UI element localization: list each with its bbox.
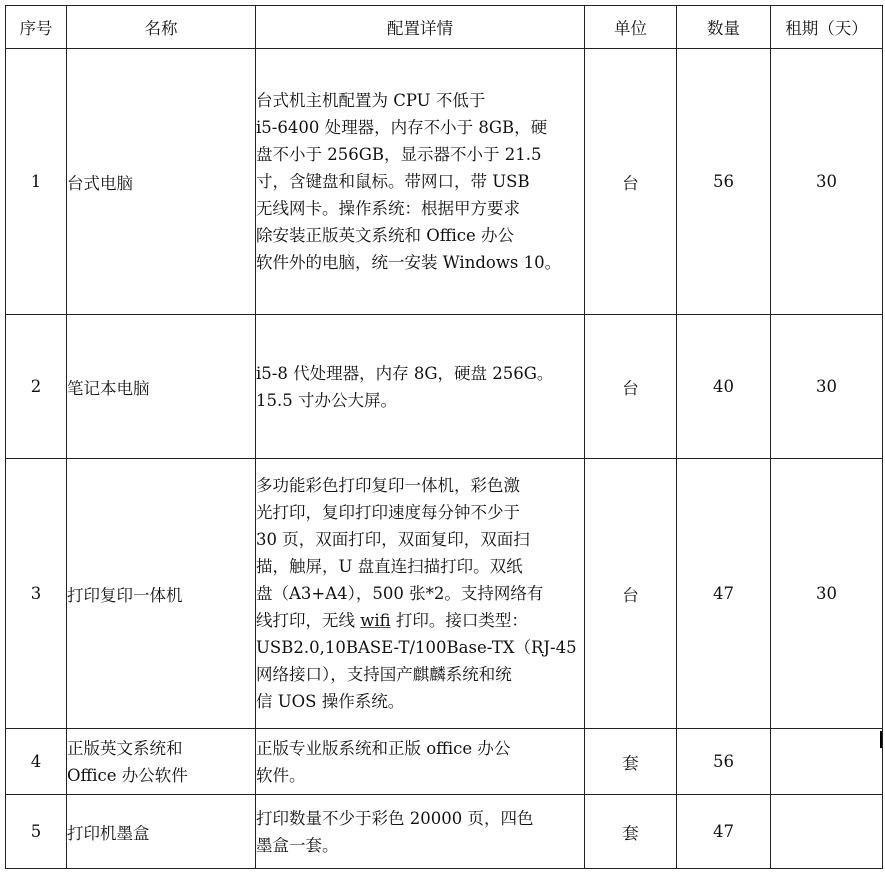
header-detail: 配置详情 (256, 6, 585, 49)
row-qty: 47 (677, 795, 771, 869)
row-unit: 台 (585, 315, 677, 459)
row-qty: 56 (677, 729, 771, 795)
row-name (67, 729, 256, 795)
table-row (6, 729, 883, 795)
row-period: 30 (771, 459, 883, 729)
table-row (6, 459, 883, 729)
detail-line: USB2.0,10BASE-T/100Base-TX（RJ-45 (256, 638, 577, 657)
detail-line: 30 页，双面打印，双面复印，双面扫 (256, 530, 530, 549)
detail-line: 除安装正版英文系统和 Office 办公 (256, 226, 515, 245)
detail-line: 15.5 寸办公大屏。 (256, 390, 397, 410)
row-detail (256, 729, 585, 795)
header-unit: 单位 (585, 6, 677, 49)
table-row (6, 49, 883, 315)
row-unit: 台 (585, 49, 677, 315)
detail-line: 盘不小于 256GB，显示器不小于 21.5 (256, 145, 542, 164)
row-index: 4 (6, 729, 67, 795)
text-cursor (880, 731, 882, 748)
spellcheck-word: wifi (360, 611, 391, 630)
row-period: 30 (771, 49, 883, 315)
row-name: 打印复印一体机 (67, 459, 256, 729)
detail-line: 网络接口），支持国产麒麟系统和统 (256, 665, 512, 684)
detail-line: 软件外的电脑，统一安装 Windows 10。 (256, 253, 562, 272)
detail-line: 多功能彩色打印复印一体机，彩色激 (256, 476, 520, 495)
header-name: 名称 (67, 6, 256, 49)
detail-line: 描，触屏，U 盘直连扫描打印。双纸 (256, 557, 523, 576)
detail-line: 盘（A3+A4），500 张*2。支持网络有 (256, 584, 544, 603)
detail-line: 信 UOS 操作系统。 (256, 692, 405, 711)
detail-line: 线打印，无线 wifi 打印。接口类型： (256, 611, 528, 630)
row-index: 5 (6, 795, 67, 869)
detail-line: 软件。 (256, 765, 306, 785)
row-qty: 56 (677, 49, 771, 315)
detail-line: 台式机主机配置为 CPU 不低于 (256, 91, 486, 110)
row-detail (256, 459, 585, 729)
detail-line: 寸，含键盘和鼠标。带网口，带 USB (256, 172, 530, 191)
detail-line: i5-6400 处理器，内存不小于 8GB，硬 (256, 118, 548, 137)
row-name: 打印机墨盒 (67, 795, 256, 869)
row-unit: 套 (585, 729, 677, 795)
detail-line: i5-8 代处理器，内存 8G，硬盘 256G。 (256, 363, 554, 383)
row-qty: 47 (677, 459, 771, 729)
name-line: 正版英文系统和 (67, 738, 183, 758)
header-period: 租期（天） (771, 6, 883, 49)
detail-line: 墨盒一套。 (256, 835, 339, 855)
row-detail (256, 49, 585, 315)
row-unit: 套 (585, 795, 677, 869)
detail-line: 正版专业版系统和正版 office 办公 (256, 738, 511, 758)
row-detail (256, 315, 585, 459)
table-row (6, 315, 883, 459)
row-qty: 40 (677, 315, 771, 459)
row-index: 1 (6, 49, 67, 315)
row-name: 笔记本电脑 (67, 315, 256, 459)
header-qty: 数量 (677, 6, 771, 49)
row-index: 3 (6, 459, 67, 729)
table-row (6, 795, 883, 869)
row-period: 30 (771, 315, 883, 459)
detail-line: 光打印，复印打印速度每分钟不少于 (256, 503, 520, 522)
row-period (771, 795, 883, 869)
header-index: 序号 (6, 6, 67, 49)
equipment-table (5, 5, 883, 869)
header-row (6, 6, 883, 49)
row-period (771, 729, 883, 795)
row-index: 2 (6, 315, 67, 459)
detail-line: 打印数量不少于彩色 20000 页，四色 (256, 808, 534, 828)
row-detail (256, 795, 585, 869)
row-unit: 台 (585, 459, 677, 729)
name-line: Office 办公软件 (67, 765, 188, 785)
row-name: 台式电脑 (67, 49, 256, 315)
detail-line: 无线网卡。操作系统：根据甲方要求 (256, 199, 520, 218)
